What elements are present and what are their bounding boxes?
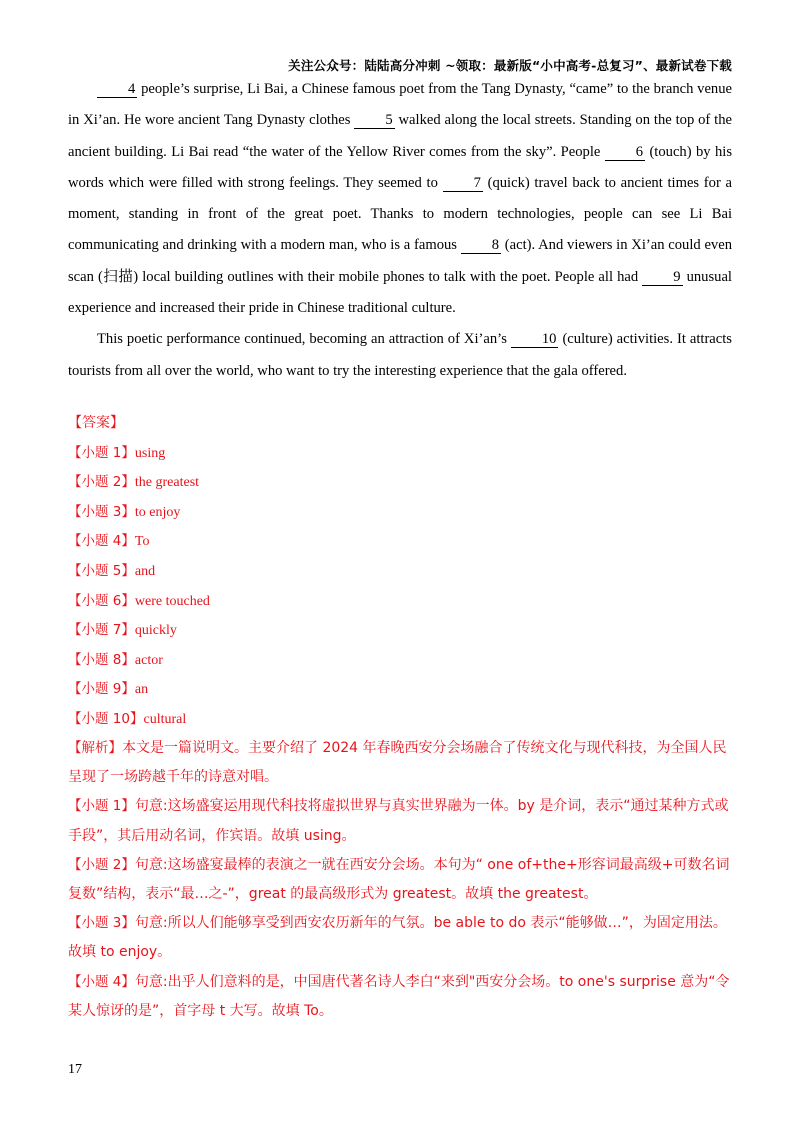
- answer-label: 【小题 1】: [68, 444, 135, 461]
- page-number: 17: [68, 1062, 82, 1077]
- answer-row: [68, 705, 732, 735]
- answer-value: cultural: [143, 711, 187, 727]
- passage: [68, 74, 732, 387]
- blank-5: 5: [354, 113, 394, 129]
- passage-text: (quick) travel back to ancient times for a moment, standing in front of the great poet. Thanks to modern technologies, people can see Li Bai communicating and drinking with a modern man, who is a famous: [68, 174, 732, 254]
- passage-text: This poetic performance continued, becoming an attraction of Xi’an’s: [97, 331, 511, 348]
- answer-row: [68, 675, 732, 705]
- explanation-label: 【小题 1】: [68, 798, 135, 815]
- explanation-section: [68, 734, 732, 1026]
- answer-value: actor: [134, 652, 163, 668]
- blank-4: 4: [97, 82, 137, 98]
- explanation-text: 句意:这场盛宴最棒的表演之一就在西安分会场。本句为“ one of+the+形容词最高级+可数名词复数”结构，表示“最…之-”，great 的最高级形式为 greatest。故填 the greatest。: [68, 856, 730, 903]
- passage-text: people’s surprise, Li Bai, a Chinese famous poet from the Tang Dynasty, “came” to the branch venue in Xi’an. He wore ancient Tang Dynasty clothes: [68, 81, 732, 129]
- answer-label: 【小题 5】: [68, 562, 135, 579]
- answer-list: [68, 439, 732, 735]
- answer-value: to enjoy: [134, 504, 181, 520]
- blank-10: 10: [511, 332, 559, 348]
- answer-label: 【小题 3】: [68, 503, 135, 520]
- explanation-label: 【小题 2】: [68, 856, 135, 873]
- passage-text: unusual experience and increased their pride in Chinese traditional culture.: [68, 268, 732, 317]
- answer-heading: 【答案】: [68, 416, 124, 431]
- answer-value: To: [134, 534, 150, 550]
- explanation-item: [68, 851, 732, 909]
- answer-label: 【小题 8】: [68, 651, 135, 668]
- explanation-text: 句意:所以人们能够享受到西安农历新年的气氛。be able to do 表示“能够做…”，为固定用法。故填 to enjoy。: [68, 915, 727, 961]
- passage-text: (culture) activities. It attracts tourists from all over the world, who want to try the interesting experience that the gala offered.: [68, 331, 732, 379]
- answer-row: [68, 527, 732, 557]
- answer-row: [68, 646, 732, 676]
- answer-value: were touched: [134, 593, 210, 609]
- passage-text: (act). And viewers in Xi’an could even scan (扫描) local building outlines with their mobile phones to talk with the poet. People all had: [68, 237, 732, 285]
- answer-value: and: [134, 563, 156, 579]
- explanation-text: 句意:这场盛宴运用现代科技将虚拟世界与真实世界融为一体。by 是介词，表示“通过某种方式或手段”，其后用动名词，作宾语。故填 using。: [68, 798, 729, 844]
- blank-7: 7: [443, 176, 483, 192]
- answer-label: 【小题 7】: [68, 622, 135, 639]
- blank-8: 8: [461, 238, 501, 254]
- answer-label: 【小题 9】: [68, 681, 135, 698]
- answer-label: 【小题 6】: [68, 592, 135, 609]
- explanation-item: [68, 792, 732, 850]
- passage-text: (touch) by his words which were filled with strong feelings. They seemed to: [68, 143, 732, 191]
- answer-label: 【小题 2】: [68, 474, 135, 491]
- answer-row: [68, 587, 732, 617]
- blank-9: 9: [642, 270, 682, 286]
- answer-section: [68, 409, 732, 735]
- answer-value: quickly: [134, 623, 177, 639]
- explanation-item: [68, 968, 732, 1026]
- answer-value: an: [134, 682, 149, 698]
- explanation-label: 【解析】: [68, 740, 122, 756]
- answer-value: the greatest: [134, 475, 200, 491]
- answer-label: 【小题 4】: [68, 533, 135, 550]
- blank-6: 6: [605, 145, 645, 161]
- passage-paragraph-1: [68, 74, 732, 324]
- answer-row: [68, 557, 732, 587]
- explanation-text: 本文是一篇说明文。主要介绍了 2024 年春晚西安分会场融合了传统文化与现代科技，为全国人民呈现了一场跨越千年的诗意对唱。: [68, 740, 727, 786]
- explanation-label: 【小题 4】: [68, 973, 135, 990]
- answer-row: [68, 468, 732, 498]
- explanation-text: 句意:出乎人们意料的是，中国唐代著名诗人李白“来到"西安分会场。to one's surprise 意为“令某人惊讶的是”，首字母 t 大写。故填 To。: [68, 973, 730, 1019]
- answer-row: [68, 498, 732, 528]
- explanation-label: 【小题 3】: [68, 915, 135, 932]
- passage-paragraph-2: [68, 324, 732, 387]
- page-header: 关注公众号：陆陆高分冲刺 ~领取：最新版“小中高考-总复习”、最新试卷下载: [288, 58, 732, 73]
- explanation-item: [68, 734, 732, 792]
- answer-row: [68, 439, 732, 469]
- answer-row: [68, 616, 732, 646]
- answer-value: using: [134, 445, 166, 461]
- explanation-item: [68, 909, 732, 967]
- passage-text: walked along the local streets. Standing on the top of the ancient building. Li Bai read “the water of the Yellow River comes from the sky”. People: [68, 112, 733, 160]
- answer-label: 【小题 10】: [68, 710, 144, 727]
